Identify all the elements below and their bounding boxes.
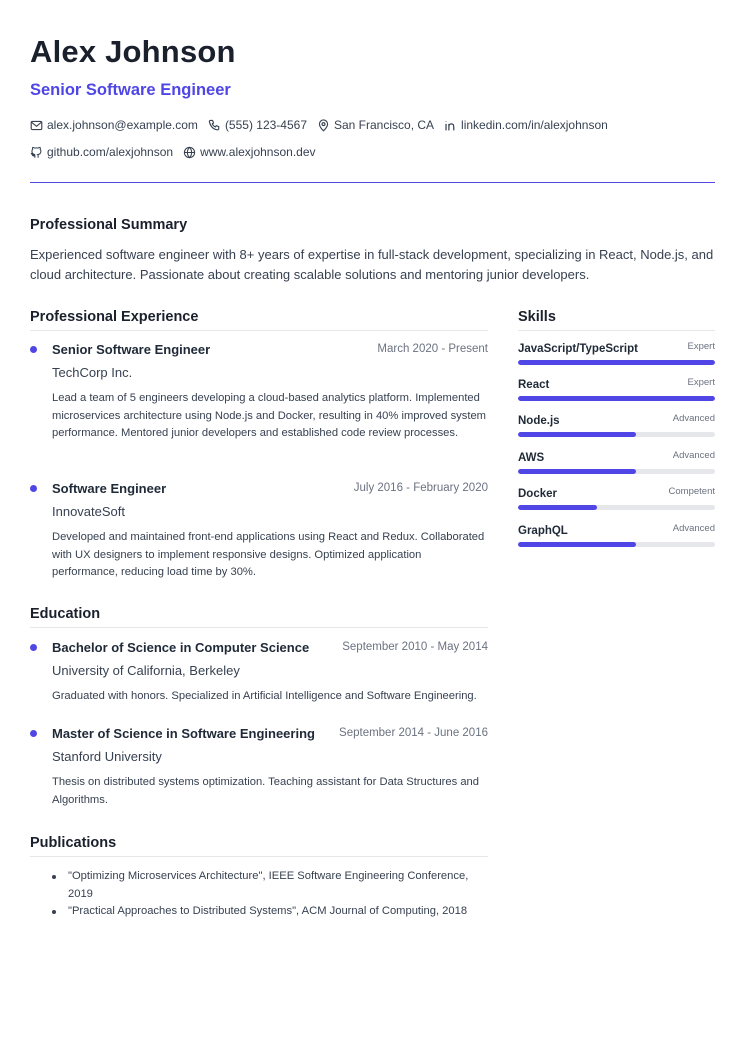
experience-entry	[30, 342, 488, 462]
contact-email-text: alex.johnson@example.com	[47, 118, 198, 132]
skill-item	[518, 450, 715, 476]
education-section-header	[30, 606, 488, 628]
company-name: TechCorp Inc.	[52, 365, 133, 380]
skill-bar-track	[518, 505, 715, 510]
skill-bar-fill	[518, 360, 715, 365]
skill-name: React	[518, 379, 550, 391]
skill-bar-track	[518, 542, 715, 547]
experience-divider	[30, 330, 488, 331]
candidate-name: Alex Johnson	[30, 34, 236, 69]
experience-entry	[30, 481, 488, 591]
phone-icon	[208, 119, 221, 132]
skill-bar-fill	[518, 469, 636, 474]
contact-github[interactable]	[30, 145, 173, 159]
timeline-dot	[30, 730, 37, 737]
mail-icon	[30, 119, 43, 132]
skills-heading: Skills	[518, 309, 556, 325]
job-dates: March 2020 - Present	[377, 343, 488, 355]
candidate-role: Senior Software Engineer	[30, 81, 231, 99]
contact-github-text: github.com/alexjohnson	[47, 145, 174, 159]
job-description: Lead a team of 5 engineers developing a cloud-based analytics platform. Implemented microservices architecture using Node.js and Docker, resulting in 40% improved system performance. Mentored junior developers and established code review processes.	[52, 392, 487, 439]
contact-email[interactable]	[30, 118, 198, 132]
skills-divider	[518, 330, 715, 331]
skill-item	[518, 377, 715, 403]
skill-level: Advanced	[672, 413, 715, 424]
contact-phone[interactable]	[208, 118, 307, 132]
experience-section-header	[30, 309, 488, 331]
skill-item	[518, 413, 715, 439]
skill-item	[518, 486, 715, 512]
education-divider	[30, 627, 488, 628]
skill-bar-fill	[518, 432, 636, 437]
skill-name: AWS	[518, 452, 545, 464]
job-dates: July 2016 - February 2020	[353, 482, 488, 494]
skill-bar-fill	[518, 396, 715, 401]
skill-level: Competent	[668, 486, 715, 497]
summary-text: Experienced software engineer with 8+ years of expertise in full-stack development, specializing in React, Node.js, and cloud architecture. Passionate about creating scalable solutions and mentoring junior developers.	[30, 247, 714, 282]
publications-heading: Publications	[30, 835, 117, 851]
skill-bar-track	[518, 469, 715, 474]
education-heading: Education	[30, 606, 101, 622]
timeline-dot	[30, 644, 37, 651]
github-icon	[30, 146, 43, 159]
contact-location	[317, 118, 434, 132]
summary-heading: Professional Summary	[30, 217, 188, 233]
degree-title: Bachelor of Science in Computer Science	[52, 640, 310, 655]
contact-linkedin-text: linkedin.com/in/alexjohnson	[461, 118, 608, 132]
linkedin-icon	[444, 119, 457, 132]
degree-description: Thesis on distributed systems optimization. Teaching assistant for Data Structures and Algorithms.	[52, 776, 479, 806]
institution-name: University of California, Berkeley	[52, 663, 240, 678]
skills-section-header	[518, 309, 715, 331]
degree-dates: September 2014 - June 2016	[339, 727, 488, 739]
skills-column	[518, 0, 715, 560]
skill-level: Advanced	[672, 523, 715, 534]
publications-list	[52, 868, 488, 921]
contact-website-text: www.alexjohnson.dev	[200, 145, 316, 159]
skill-item	[518, 523, 715, 549]
publication-item: "Practical Approaches to Distributed Systems", ACM Journal of Computing, 2018	[52, 903, 488, 921]
skill-item	[518, 341, 715, 367]
globe-icon	[183, 146, 196, 159]
publication-item: "Optimizing Microservices Architecture", IEEE Software Engineering Conference, 2019	[52, 868, 488, 903]
contact-location-text: San Francisco, CA	[334, 118, 435, 132]
skill-bar-track	[518, 432, 715, 437]
job-title: Software Engineer	[52, 481, 167, 496]
experience-heading: Professional Experience	[30, 309, 199, 325]
skill-name: Docker	[518, 488, 557, 500]
publications-section-header	[30, 835, 488, 857]
skill-name: Node.js	[518, 415, 560, 427]
contact-website[interactable]	[183, 145, 315, 159]
skill-level: Expert	[687, 341, 715, 352]
job-description: Developed and maintained front-end applications using React and Redux. Collaborated with UX designers to implement responsive designs. Optimized application performance, reducing load time by 30%.	[52, 531, 485, 578]
skill-bar-fill	[518, 542, 636, 547]
degree-dates: September 2010 - May 2014	[342, 641, 488, 653]
company-name: InnovateSoft	[52, 504, 125, 519]
timeline-dot	[30, 346, 37, 353]
skill-bar-fill	[518, 505, 597, 510]
degree-description: Graduated with honors. Specialized in Artificial Intelligence and Software Engineering.	[52, 690, 477, 702]
publications-divider	[30, 856, 488, 857]
skill-level: Expert	[687, 377, 715, 388]
skill-name: JavaScript/TypeScript	[518, 343, 638, 355]
degree-title: Master of Science in Software Engineering	[52, 726, 315, 741]
skill-bar-track	[518, 360, 715, 365]
institution-name: Stanford University	[52, 749, 162, 764]
timeline-dot	[30, 485, 37, 492]
education-entry	[30, 640, 488, 715]
education-entry	[30, 726, 488, 816]
contact-phone-text: (555) 123-4567	[224, 118, 307, 132]
map-pin-icon	[317, 119, 330, 132]
contact-row-secondary	[30, 145, 326, 159]
job-title: Senior Software Engineer	[52, 342, 211, 357]
skill-bar-track	[518, 396, 715, 401]
skill-level: Advanced	[672, 450, 715, 461]
skill-name: GraphQL	[518, 525, 568, 537]
